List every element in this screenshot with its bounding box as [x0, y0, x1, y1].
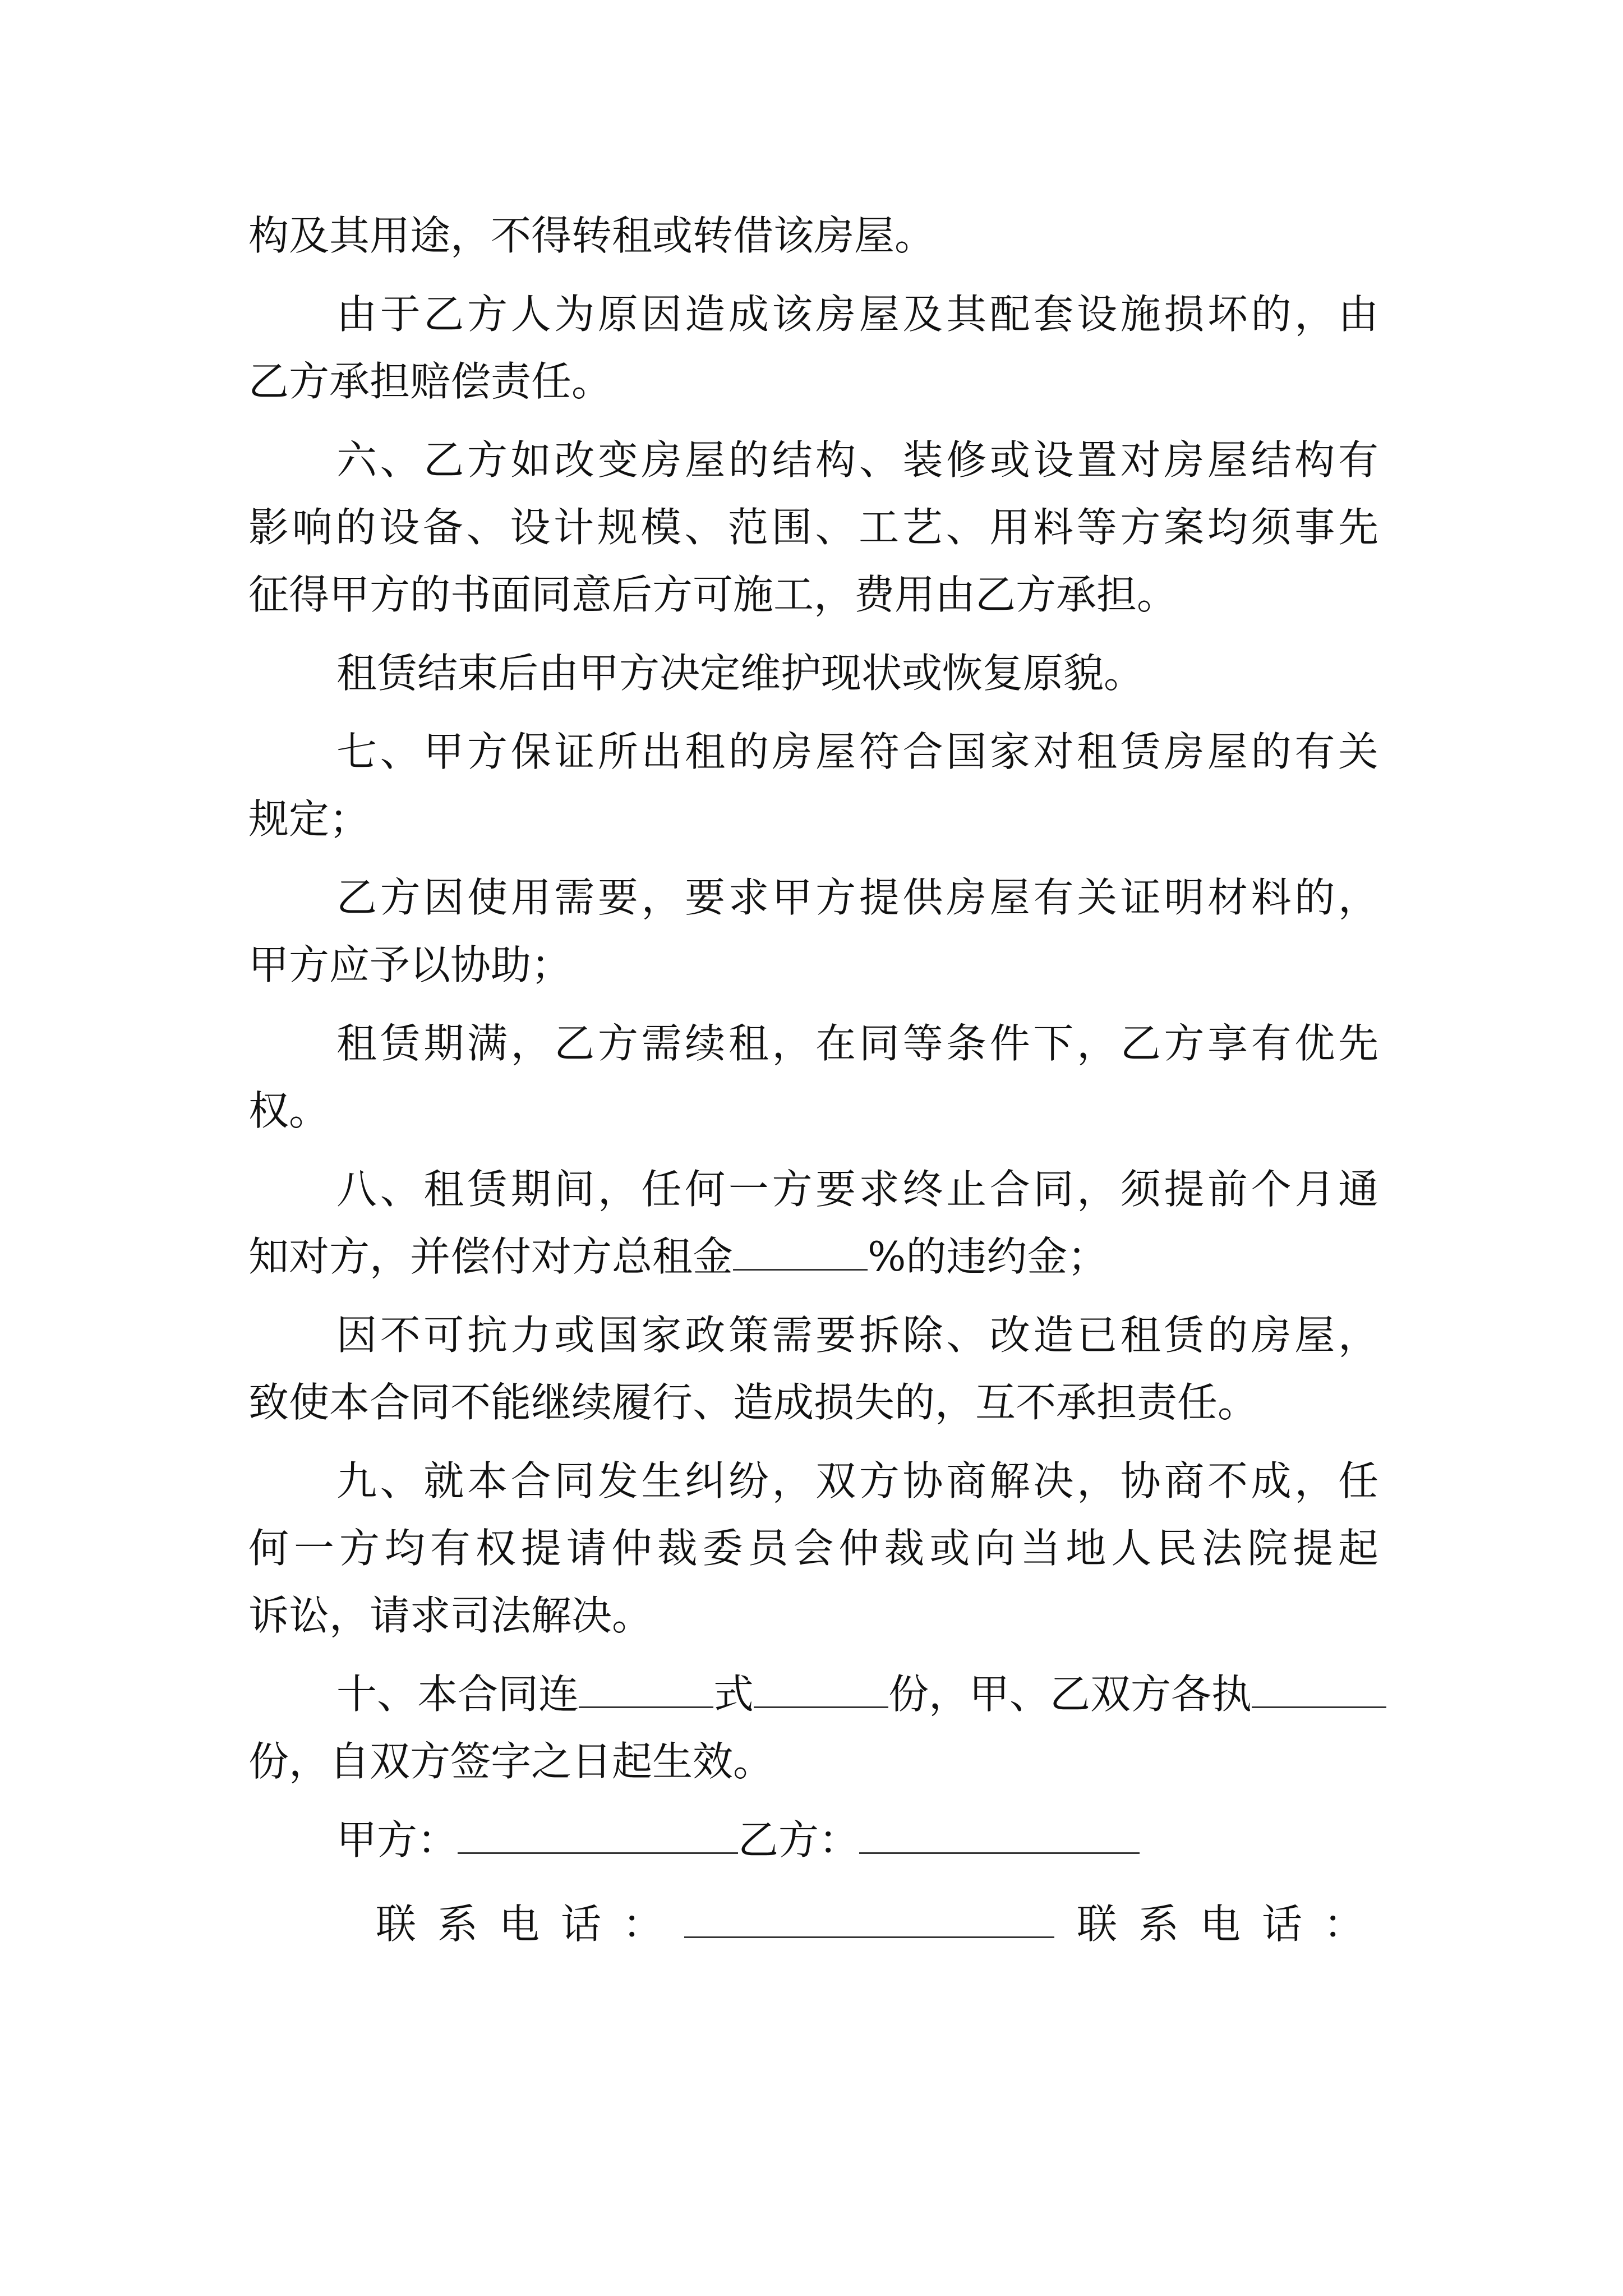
text-line: 由于乙方人为原因造成该房屋及其配套设施损坏的，由: [336, 291, 1378, 338]
clause-eight: 八、租赁期间，任何一方要求终止合同，须提前个月通: [336, 1166, 1378, 1213]
copies-text-b: 式: [713, 1671, 754, 1718]
penalty-line: [248, 1228, 1378, 1285]
phone-label-a: 联系电话：: [376, 1901, 685, 1948]
party-a-label: 甲方：: [336, 1816, 458, 1864]
text-line: 租赁期满，乙方需续租，在同等条件下，乙方享有优先: [336, 1020, 1378, 1067]
copies-blank-1[interactable]: [579, 1673, 713, 1708]
clause-six: 六、乙方如改变房屋的结构、装修或设置对房屋结构有: [336, 436, 1378, 484]
penalty-text-before: 知对方，并偿付对方总租金: [248, 1233, 734, 1280]
clause-ten: [336, 1666, 1378, 1722]
text-line: 致使本合同不能继续履行、造成损失的，互不承担责任。: [248, 1379, 1258, 1426]
party-a-signature-blank[interactable]: [458, 1819, 738, 1854]
text-line: 规定；: [248, 795, 370, 843]
clause-nine: 九、就本合同发生纠纷，双方协商解决，协商不成，任: [336, 1457, 1378, 1504]
penalty-percent-blank[interactable]: [733, 1235, 868, 1271]
penalty-text-after: %的违约金；: [868, 1233, 1108, 1280]
text-line: 租赁结束后由甲方决定维护现状或恢复原貌。: [336, 650, 1145, 697]
text-line: 何一方均有权提请仲裁委员会仲裁或向当地人民法院提起: [248, 1525, 1378, 1572]
text-line: 因不可抗力或国家政策需要拆除、改造已租赁的房屋，: [336, 1312, 1378, 1359]
phone-label-b: 联系电话：: [1077, 1901, 1386, 1948]
clause-seven: 七、甲方保证所出租的房屋符合国家对租赁房屋的有关: [336, 728, 1378, 775]
copies-text-a: 十、本合同连: [336, 1671, 579, 1718]
text-line: 诉讼，请求司法解决。: [248, 1592, 653, 1639]
text-line: 乙方因使用需要，要求甲方提供房屋有关证明材料的，: [336, 874, 1378, 921]
phone-line: [376, 1896, 1386, 1952]
party-b-label: 乙方：: [738, 1816, 860, 1864]
copies-blank-3[interactable]: [1252, 1673, 1386, 1708]
text-line: 份，自双方签字之日起生效。: [248, 1738, 774, 1785]
text-line: 权。: [248, 1087, 330, 1134]
signature-line: [336, 1812, 1378, 1868]
party-b-signature-blank[interactable]: [859, 1819, 1140, 1854]
text-line: 乙方承担赔偿责任。: [248, 358, 612, 405]
copies-blank-2[interactable]: [754, 1673, 888, 1708]
copies-text-c: 份，甲、乙双方各执: [888, 1671, 1252, 1718]
text-line: 构及其用途，不得转租或转借该房屋。: [248, 212, 935, 259]
text-line: 影响的设备、设计规模、范围、工艺、用料等方案均须事先: [248, 504, 1378, 551]
text-line: 甲方应予以协助；: [248, 941, 572, 988]
text-line: 征得甲方的书面同意后方可施工，费用由乙方承担。: [248, 571, 1178, 618]
phone-a-blank[interactable]: [684, 1903, 1054, 1938]
